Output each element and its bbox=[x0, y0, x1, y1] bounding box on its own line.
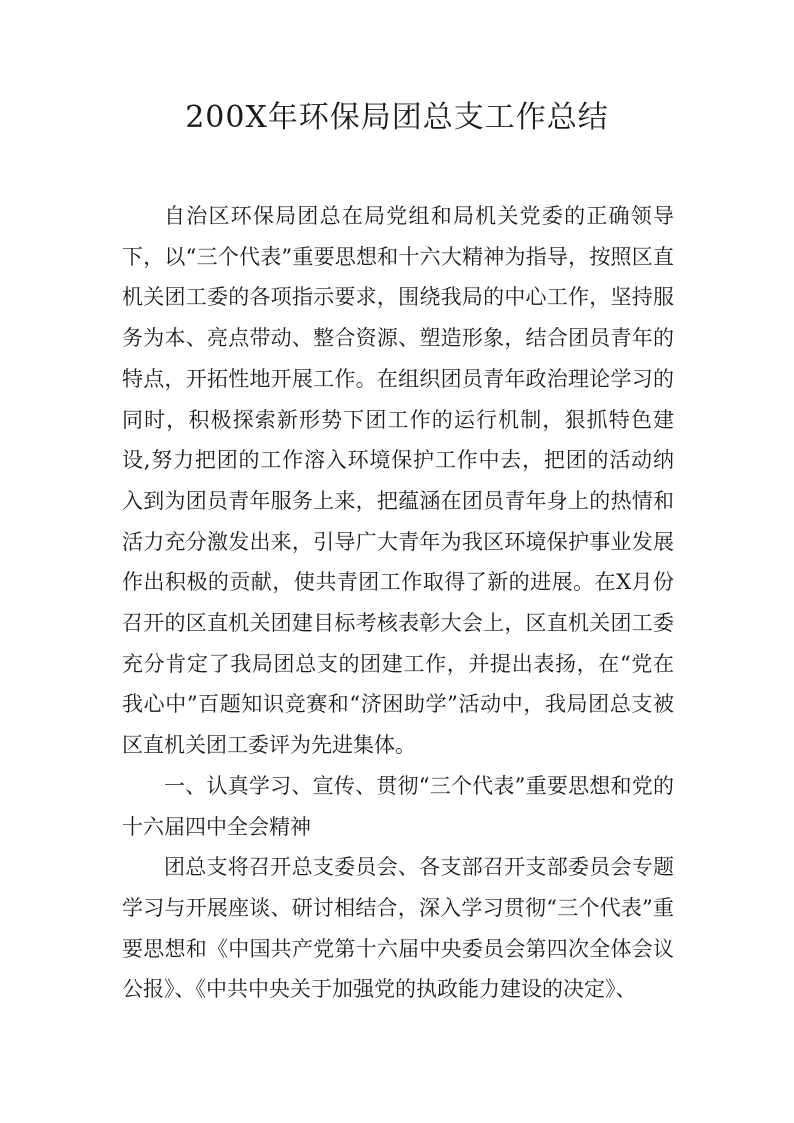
paragraph-intro: 自治区环保局团总在局党组和局机关党委的正确领导下，以“三个代表”重要思想和十六大精神为指导，按照区直机关团工委的各项指示要求，围绕我局的中心工作，坚持服务为本、亮点带动、整合资源、塑造形象，结合团员青年的特点，开拓性地开展工作。在组织团员青年政治理论学习的同时，积极探索新形势下团工作的运行机制，狠抓特色建设,努力把团的工作溶入环境保护工作中去，把团的活动纳入到为团员青年服务上来，把蕴涵在团员青年身上的热情和活力充分激发出来，引导广大青年为我区环境保护事业发展作出积极的贡献，使共青团工作取得了新的进展。在X月份召开的区直机关团建目标考核表彰大会上，区直机关团工委充分肯定了我局团总支的团建工作，并提出表扬，在“党在我心中”百题知识竞赛和“济困助学”活动中，我局团总支被区直机关团工委评为先进集体。 bbox=[122, 204, 674, 758]
paragraph-section-1: 团总支将召开总支委员会、各支部召开支部委员会专题学习与开展座谈、研讨相结合，深入学习贯彻“三个代表”重要思想和《中国共产党第十六届中央委员会第四次全体会议公报》、《中共中央关于加强党的执政能力建设的决定》、 bbox=[122, 855, 674, 1002]
section-heading-1: 一、认真学习、宣传、贯彻“三个代表”重要思想和党的十六届四中全会精神 bbox=[122, 773, 674, 839]
document-body bbox=[122, 196, 674, 1010]
document-title: 200X年环保局团总支工作总结 bbox=[185, 100, 609, 135]
